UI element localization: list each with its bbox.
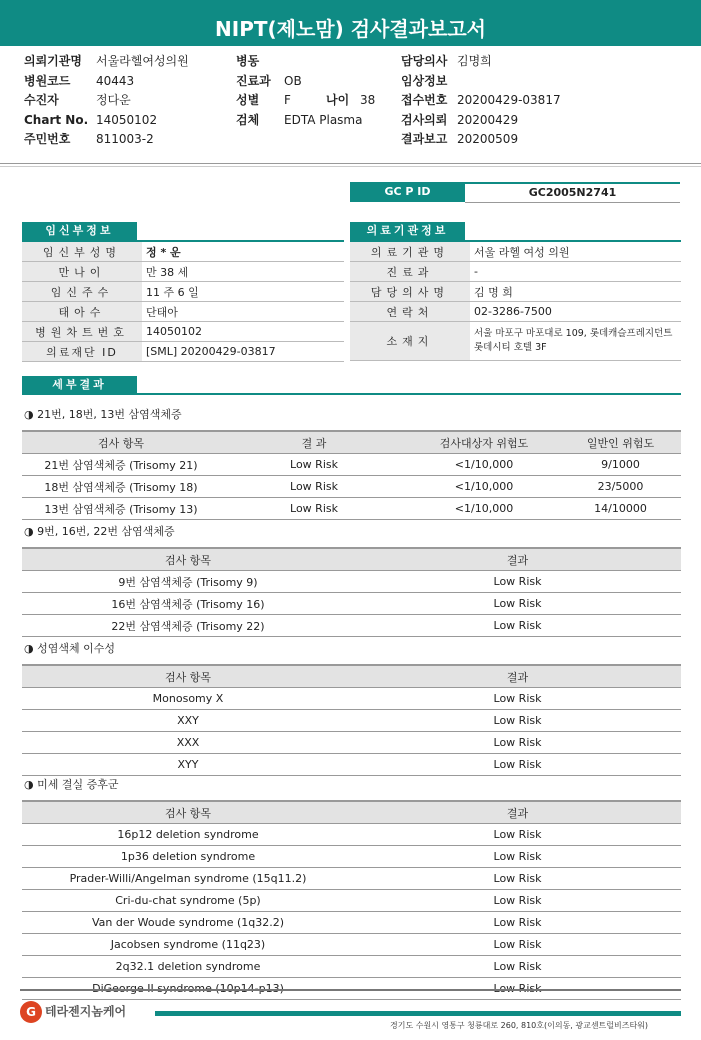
header-value: 40443 bbox=[96, 73, 135, 88]
table-row bbox=[22, 322, 344, 342]
divider bbox=[22, 393, 681, 395]
pregnancy-table bbox=[22, 242, 344, 362]
table-header-row bbox=[22, 431, 681, 454]
half-circle-icon: ◑ bbox=[24, 778, 34, 791]
test-item: 16p12 deletion syndrome bbox=[22, 824, 354, 846]
divider bbox=[0, 163, 701, 164]
section-heading-text: 성염색체 이수성 bbox=[37, 642, 115, 655]
general-risk: 14/10000 bbox=[560, 498, 681, 520]
header-col3 bbox=[401, 52, 561, 150]
header-col1 bbox=[24, 52, 189, 150]
result-value: Low Risk bbox=[354, 571, 681, 593]
table-row bbox=[22, 732, 681, 754]
table-row bbox=[22, 282, 344, 302]
results-title: 세부결과 bbox=[22, 376, 137, 394]
test-item: 1p36 deletion syndrome bbox=[22, 846, 354, 868]
table-header-row bbox=[22, 548, 681, 571]
header-label: 수진자 bbox=[24, 93, 59, 107]
test-item: Monosomy X bbox=[22, 688, 354, 710]
result-value: Low Risk bbox=[220, 498, 408, 520]
logo-text: 테라젠지놈케어 bbox=[45, 1004, 127, 1019]
info-value: 14050102 bbox=[142, 322, 344, 342]
age-value: 38 bbox=[360, 93, 376, 107]
table-row bbox=[22, 934, 681, 956]
table-row bbox=[22, 571, 681, 593]
header-label: 주민번호 bbox=[24, 132, 71, 146]
header-label: 병동 bbox=[236, 54, 260, 68]
result-value: Low Risk bbox=[354, 868, 681, 890]
test-item: 9번 삼염색체증 (Trisomy 9) bbox=[22, 571, 354, 593]
header-value: 서울라헬여성의원 bbox=[96, 54, 189, 68]
section-heading bbox=[24, 640, 115, 656]
result-value: Low Risk bbox=[354, 956, 681, 978]
section-heading bbox=[24, 776, 118, 792]
table-row bbox=[22, 302, 344, 322]
age-label: 나이 bbox=[326, 93, 350, 107]
general-risk: 23/5000 bbox=[560, 476, 681, 498]
column-header: 결과 bbox=[354, 665, 681, 688]
half-circle-icon: ◑ bbox=[24, 642, 34, 655]
result-value: Low Risk bbox=[354, 593, 681, 615]
info-value: 11 주 6 일 bbox=[142, 282, 344, 302]
result-table-microdeletion bbox=[22, 800, 681, 1000]
info-value: 서울 라헬 여성 의원 bbox=[470, 242, 681, 262]
table-row bbox=[22, 868, 681, 890]
test-item: 21번 삼염색체증 (Trisomy 21) bbox=[22, 454, 220, 476]
table-row bbox=[22, 890, 681, 912]
header-label: 의뢰기관명 bbox=[24, 54, 82, 68]
header-value: 20200509 bbox=[457, 132, 519, 146]
result-value: Low Risk bbox=[354, 846, 681, 868]
table-header-row bbox=[22, 665, 681, 688]
header-value: OB bbox=[284, 73, 302, 88]
column-header: 검사 항목 bbox=[22, 548, 354, 571]
table-row bbox=[22, 754, 681, 776]
result-value: Low Risk bbox=[354, 615, 681, 637]
result-table-trisomy-21-18-13 bbox=[22, 430, 681, 520]
info-value: 단태아 bbox=[142, 302, 344, 322]
half-circle-icon: ◑ bbox=[24, 525, 34, 538]
divider bbox=[155, 1011, 681, 1016]
header-value: 정다운 bbox=[96, 93, 131, 107]
table-row bbox=[350, 282, 681, 302]
logo-mark-icon: G bbox=[20, 1001, 42, 1023]
table-row bbox=[22, 593, 681, 615]
subject-risk: <1/10,000 bbox=[408, 498, 560, 520]
column-header: 결과 bbox=[354, 548, 681, 571]
table-row bbox=[22, 824, 681, 846]
test-item: 18번 삼염색체증 (Trisomy 18) bbox=[22, 476, 220, 498]
test-item: Cri-du-chat syndrome (5p) bbox=[22, 890, 354, 912]
header-value: EDTA Plasma bbox=[284, 112, 363, 127]
header-value: 14050102 bbox=[96, 112, 158, 127]
table-row bbox=[22, 710, 681, 732]
footer-address: 경기도 수원시 영통구 청룡대로 260, 810호(이의동, 광교센트럴비즈타워) bbox=[390, 1021, 649, 1030]
info-key: 의료재단 ID bbox=[22, 342, 142, 362]
info-value: 정 * 운 bbox=[142, 242, 344, 262]
column-header: 검사 항목 bbox=[22, 665, 354, 688]
report-title: NIPT(제노맘) 검사결과보고서 bbox=[0, 0, 701, 46]
header-label: 접수번호 bbox=[401, 93, 448, 107]
gcpid-label: GC P ID bbox=[350, 182, 465, 202]
header-label: 성별 bbox=[236, 93, 260, 107]
column-header: 검사 항목 bbox=[22, 431, 220, 454]
test-item: XXX bbox=[22, 732, 354, 754]
divider bbox=[0, 166, 701, 167]
header-col2 bbox=[236, 52, 375, 130]
institution-title: 의료기관정보 bbox=[350, 222, 465, 240]
table-row bbox=[22, 912, 681, 934]
table-row bbox=[350, 242, 681, 262]
info-value: [SML] 20200429-03817 bbox=[142, 342, 344, 362]
institution-table bbox=[350, 242, 681, 361]
info-key: 임신주수 bbox=[22, 282, 142, 302]
header-label: 병원코드 bbox=[24, 73, 71, 88]
table-header-row bbox=[22, 801, 681, 824]
info-value: - bbox=[470, 262, 681, 282]
table-row bbox=[350, 322, 681, 361]
info-key: 만나이 bbox=[22, 262, 142, 282]
table-row bbox=[22, 476, 681, 498]
table-row bbox=[22, 262, 344, 282]
column-header: 결 과 bbox=[220, 431, 408, 454]
info-key: 진료과 bbox=[350, 262, 470, 282]
section-heading-text: 9번, 16번, 22번 삼염색체증 bbox=[37, 525, 175, 538]
divider bbox=[20, 989, 681, 991]
gcpid-value: GC2005N2741 bbox=[465, 182, 680, 203]
table-row bbox=[22, 454, 681, 476]
header-label: Chart No. bbox=[24, 112, 89, 127]
header-value: 20200429 bbox=[457, 112, 519, 127]
header-label: 진료과 bbox=[236, 73, 271, 88]
gcpid-box bbox=[350, 182, 680, 202]
result-table-trisomy-9-16-22 bbox=[22, 547, 681, 637]
result-value: Low Risk bbox=[354, 710, 681, 732]
column-header: 결과 bbox=[354, 801, 681, 824]
subject-risk: <1/10,000 bbox=[408, 476, 560, 498]
table-row bbox=[22, 242, 344, 262]
company-logo bbox=[20, 1001, 126, 1023]
header-label: 임상정보 bbox=[401, 73, 448, 88]
info-key: 태아수 bbox=[22, 302, 142, 322]
result-value: Low Risk bbox=[354, 912, 681, 934]
table-row bbox=[22, 498, 681, 520]
info-key: 병원차트번호 bbox=[22, 322, 142, 342]
section-heading-text: 미세 결실 증후군 bbox=[37, 778, 119, 791]
result-value: Low Risk bbox=[354, 732, 681, 754]
general-risk: 9/1000 bbox=[560, 454, 681, 476]
result-table-sex-chromosome bbox=[22, 664, 681, 776]
table-row bbox=[350, 262, 681, 282]
header-value: 20200429-03817 bbox=[457, 93, 561, 107]
table-row bbox=[22, 615, 681, 637]
header-label: 검사의뢰 bbox=[401, 112, 448, 127]
header-value: 김명희 bbox=[457, 54, 492, 68]
test-item: 13번 삼염색체증 (Trisomy 13) bbox=[22, 498, 220, 520]
info-value: 서울 마포구 마포대로 109, 롯데캐슬프레지던트 롯데시티 호텔 3F bbox=[470, 322, 681, 361]
table-row bbox=[22, 688, 681, 710]
column-header: 검사대상자 위험도 bbox=[408, 431, 560, 454]
table-row bbox=[350, 302, 681, 322]
info-value: 김 명 희 bbox=[470, 282, 681, 302]
info-key: 임신부성명 bbox=[22, 242, 142, 262]
test-item: 16번 삼염색체증 (Trisomy 16) bbox=[22, 593, 354, 615]
info-value: 만 38 세 bbox=[142, 262, 344, 282]
header-value: F bbox=[284, 93, 291, 107]
header-label: 결과보고 bbox=[401, 132, 448, 146]
result-value: Low Risk bbox=[220, 476, 408, 498]
half-circle-icon: ◑ bbox=[24, 408, 34, 421]
test-item: XXY bbox=[22, 710, 354, 732]
subject-risk: <1/10,000 bbox=[408, 454, 560, 476]
header-label: 검체 bbox=[236, 112, 260, 127]
test-item: Van der Woude syndrome (1q32.2) bbox=[22, 912, 354, 934]
header-label: 담당의사 bbox=[401, 54, 448, 68]
table-row bbox=[22, 342, 344, 362]
result-value: Low Risk bbox=[354, 824, 681, 846]
column-header: 일반인 위험도 bbox=[560, 431, 681, 454]
test-item: 2q32.1 deletion syndrome bbox=[22, 956, 354, 978]
info-key: 의료기관명 bbox=[350, 242, 470, 262]
result-value: Low Risk bbox=[354, 688, 681, 710]
result-value: Low Risk bbox=[220, 454, 408, 476]
result-value: Low Risk bbox=[354, 754, 681, 776]
header-value: 811003-2 bbox=[96, 132, 154, 146]
table-row bbox=[22, 956, 681, 978]
info-value: 02-3286-7500 bbox=[470, 302, 681, 322]
result-value: Low Risk bbox=[354, 934, 681, 956]
section-heading-text: 21번, 18번, 13번 삼염색체증 bbox=[37, 408, 182, 421]
info-key: 연락처 bbox=[350, 302, 470, 322]
pregnancy-title: 임신부정보 bbox=[22, 222, 137, 240]
table-row bbox=[22, 846, 681, 868]
test-item: 22번 삼염색체증 (Trisomy 22) bbox=[22, 615, 354, 637]
section-heading bbox=[24, 406, 182, 422]
test-item: Jacobsen syndrome (11q23) bbox=[22, 934, 354, 956]
test-item: XYY bbox=[22, 754, 354, 776]
info-key: 소재지 bbox=[350, 322, 470, 361]
section-heading bbox=[24, 523, 175, 539]
column-header: 검사 항목 bbox=[22, 801, 354, 824]
test-item: Prader-Willi/Angelman syndrome (15q11.2) bbox=[22, 868, 354, 890]
info-key: 담당의사명 bbox=[350, 282, 470, 302]
result-value: Low Risk bbox=[354, 890, 681, 912]
